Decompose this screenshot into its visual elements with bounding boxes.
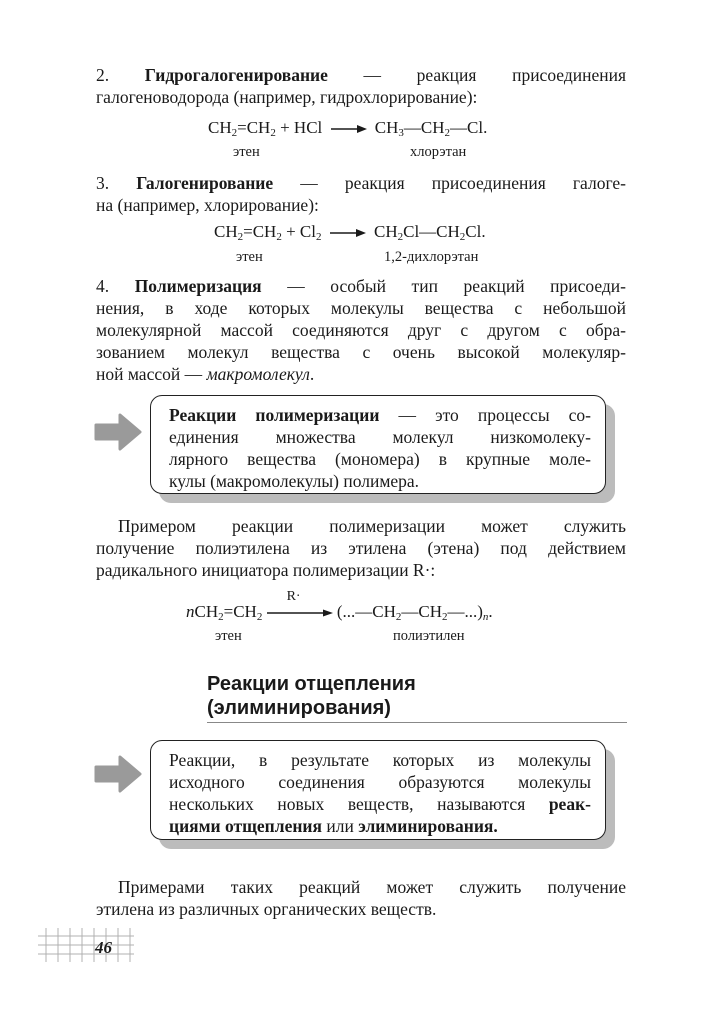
paragraph-halogenation: 3. Галогенирование — реакция присоединения галоге- на (например, хлорирование): xyxy=(96,173,626,215)
label-polyethylene: полиэтилен xyxy=(393,628,465,644)
label-ethene: этен xyxy=(236,249,263,265)
reaction-arrow-icon xyxy=(267,608,333,618)
item-number: 2. xyxy=(96,65,110,85)
paragraph-hydrohalogenation: 2. Гидрогалогенирование — реакция присоединения галогеноводорода (например, гидрохлорирование): xyxy=(96,65,627,107)
paragraph-polyethylene-example: Примером реакции полимеризации может служить получение полиэтилена из этилена (этена) под действием радикального инициатора полимеризации R·: xyxy=(96,516,626,580)
reaction-arrow-icon xyxy=(331,124,367,134)
paragraph-polymerization: 4. Полимеризация — особый тип реакций присоеди- нения, в ходе которых молекулы вещества с небольшой молекулярной массой соединяются друг с другом с обра- зованием молекул вещества с очень высокой молекуляр- ной массой — макромолекул. xyxy=(96,276,626,384)
definition-box-polymerization: Реакции полимеризации — это процессы со- единения множества молекул низкомолеку- лярного вещества (мономера) в крупные моле- кулы (макромолекулы) полимера. xyxy=(150,395,606,494)
item-number: 4. xyxy=(96,276,110,296)
definition-box-elimination: Реакции, в результате которых из молекулы исходного соединения образуются молекулы нескольких новых веществ, называются реак- циями отщепления или элиминирования. xyxy=(150,740,606,840)
term-elimination: элиминирования. xyxy=(358,816,498,836)
reaction-arrow-icon xyxy=(330,228,366,238)
term-hydrohalogenation: Гидрогалогенирование xyxy=(144,65,328,85)
label-dichloroethane: 1,2-дихлорэтан xyxy=(384,249,479,265)
page-number-grid xyxy=(38,928,134,962)
item-number: 3. xyxy=(96,173,110,193)
equation-chlorination: $CH_2=CH_2 + Cl_2$ $CH_2Cl—CH_2Cl$. xyxy=(214,222,486,243)
equation-hydrochlorination: $CH_2=CH_2$ + HCl $CH_3—CH_2—Cl$. xyxy=(208,118,488,139)
note-arrow-icon xyxy=(92,752,144,796)
term-macromolecules: макромолекул xyxy=(206,364,310,384)
label-chloroethane: хлорэтан xyxy=(410,144,467,160)
label-ethene: этен xyxy=(215,628,242,644)
page-number: 46 xyxy=(95,938,112,957)
term-polymerization-reactions: Реакции полимеризации xyxy=(169,405,380,425)
catalyst-label: R· xyxy=(286,589,301,605)
term-elimination-reactions: реак- xyxy=(548,794,591,814)
section-heading-elimination: Реакции отщепления (элиминирования) xyxy=(207,673,416,719)
paragraph-elimination-examples: Примерами таких реакций может служить получение этилена из различных органических веществ. xyxy=(96,877,626,919)
term-polymerization: Полимеризация xyxy=(134,276,262,296)
label-ethene: этен xyxy=(233,144,260,160)
heading-underline xyxy=(207,722,627,723)
term-halogenation: Галогенирование xyxy=(136,173,274,193)
equation-polymerization: $nCH_2=CH_2$ R· $(...—CH_2—CH_2—...)_n$. xyxy=(186,589,493,623)
note-arrow-icon xyxy=(92,410,144,454)
